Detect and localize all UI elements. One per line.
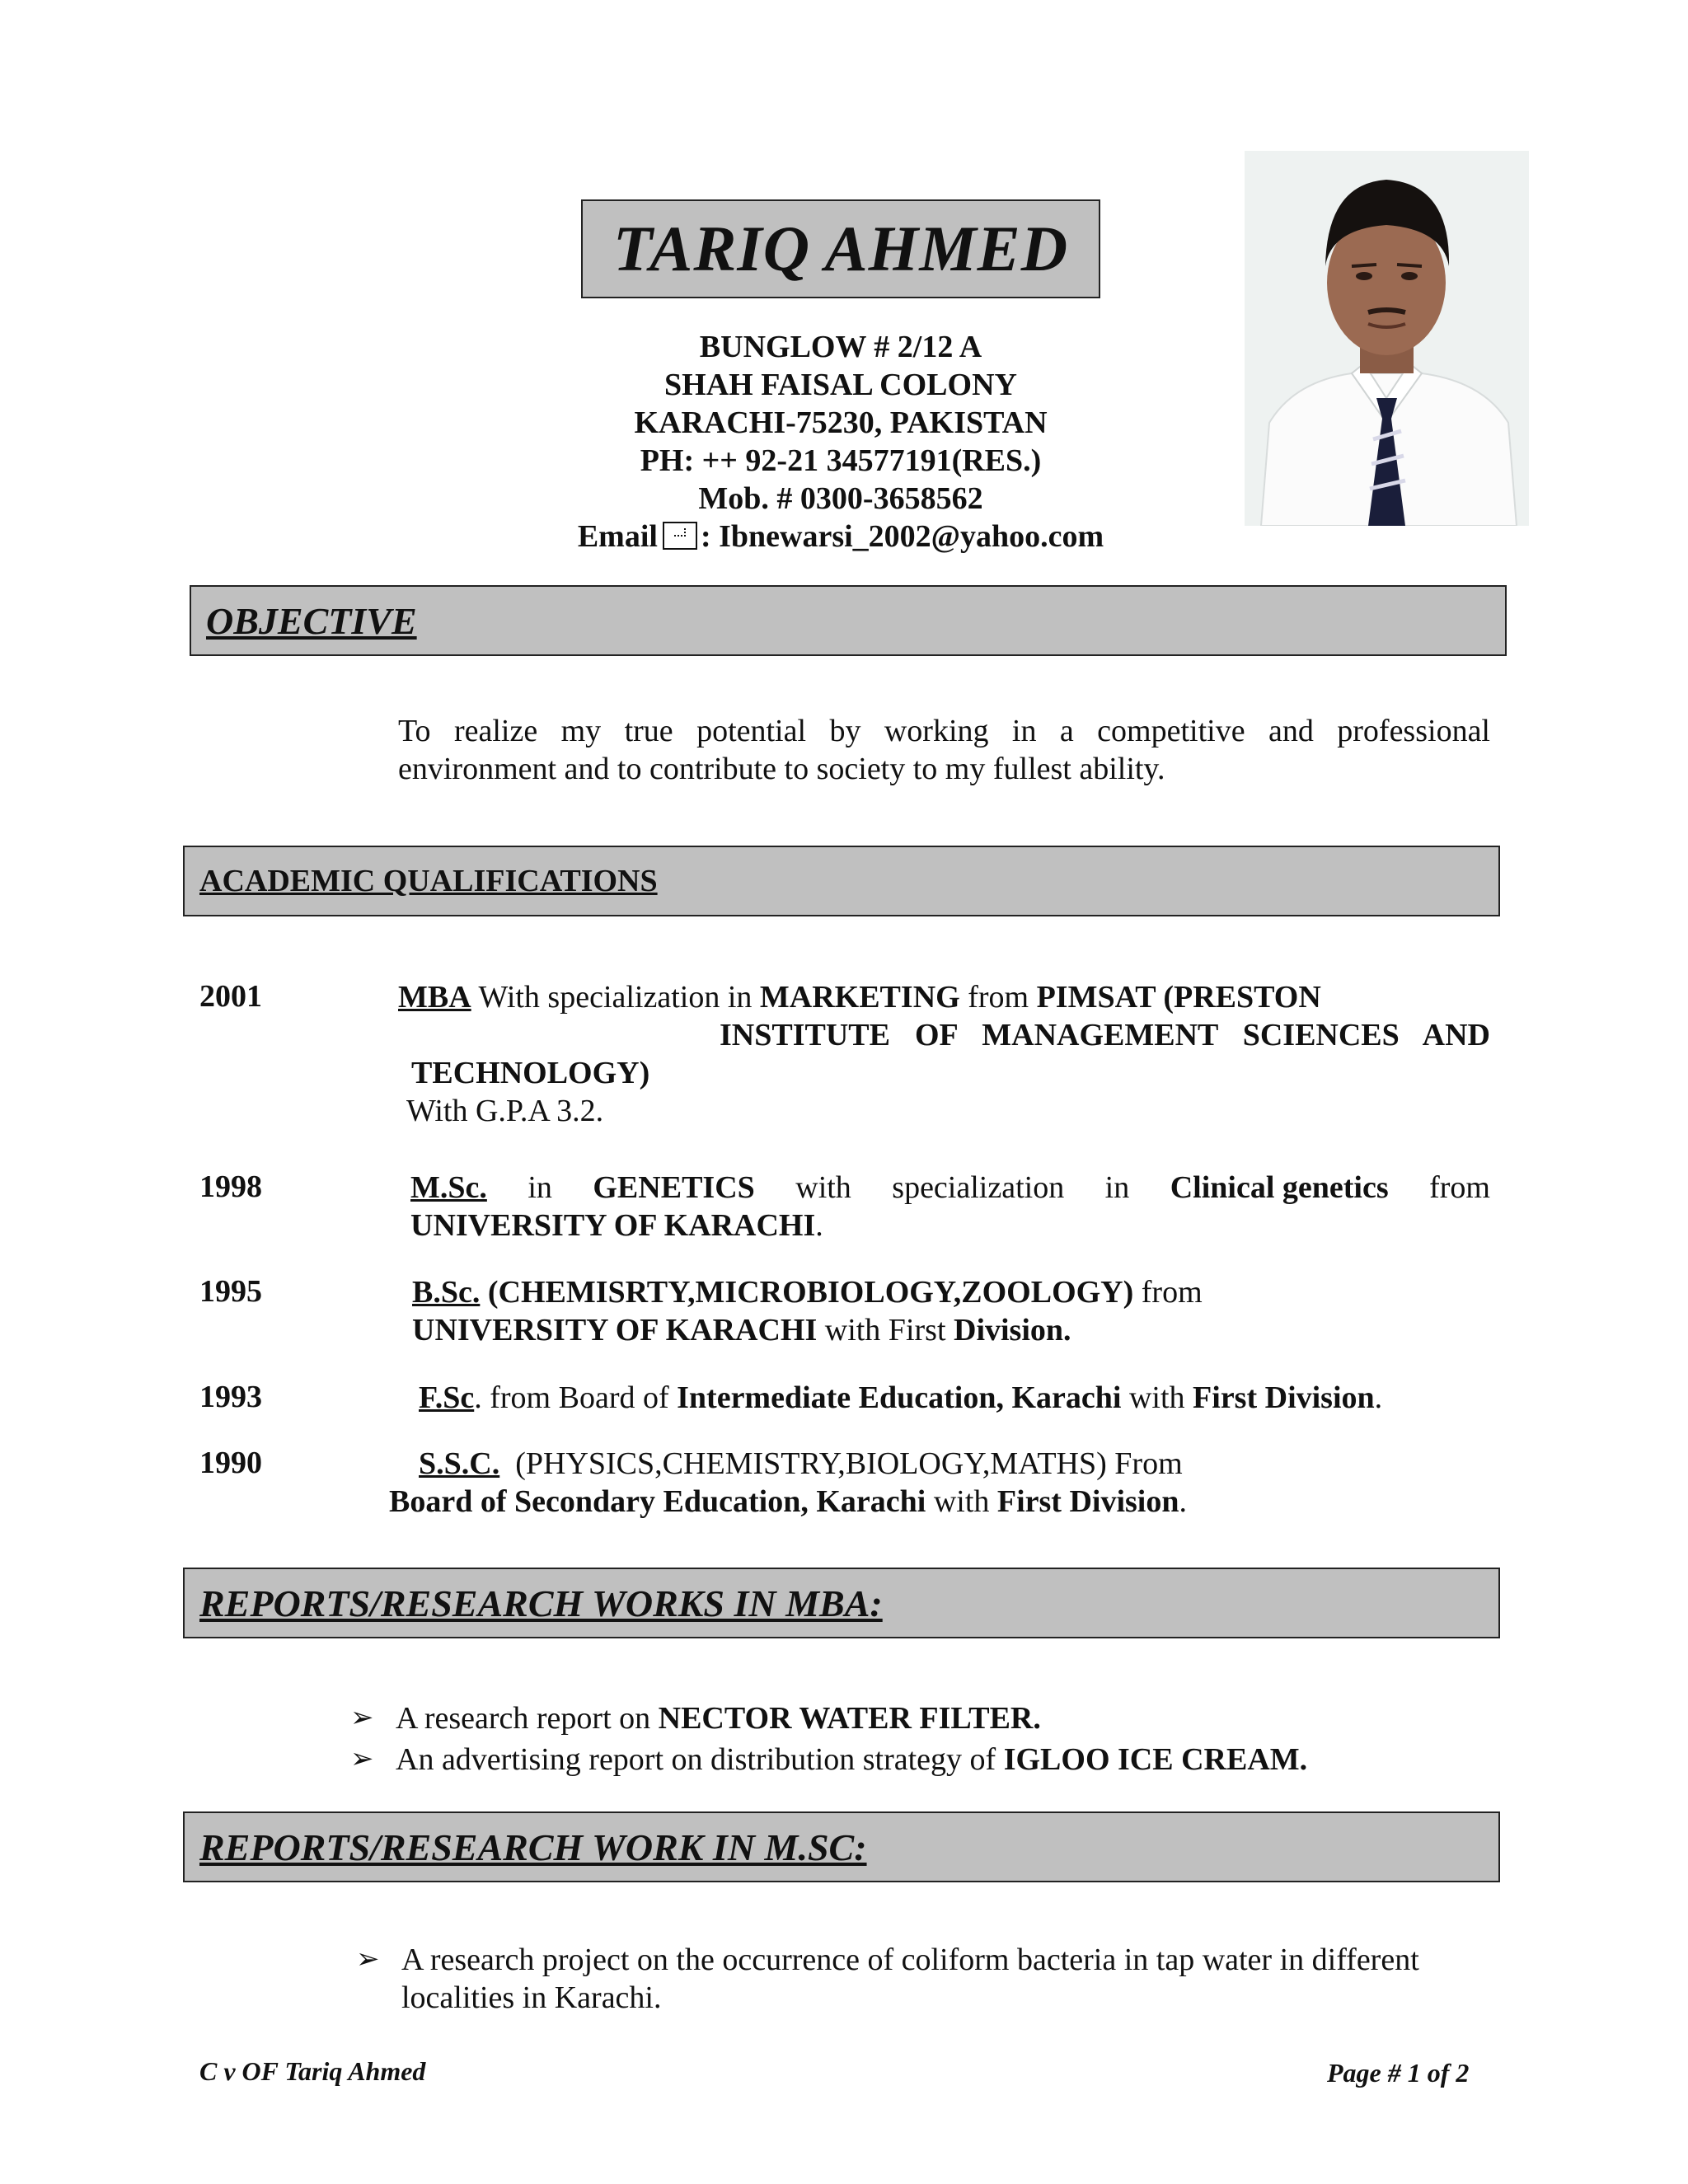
address-line: BUNGLOW # 2/12 A xyxy=(699,330,982,364)
arrowhead-bullet-icon: ➢ xyxy=(350,1703,374,1733)
phone-line: PH: ++ 92-21 34577191(RES.) xyxy=(640,443,1042,478)
bsc-degree: B.Sc. xyxy=(412,1275,481,1310)
address-line: KARACHI-75230, PAKISTAN xyxy=(634,405,1048,440)
academic-heading xyxy=(183,846,1500,916)
qualification-fsc: F.Sc. from Board of Intermediate Education, Karachi with First Division. xyxy=(419,1380,1383,1415)
page-number: Page # 1 of 2 xyxy=(1327,2058,1470,2088)
objective-line: environment and to contribute to society to my fullest ability. xyxy=(398,752,1165,786)
mba-reports-heading xyxy=(183,1568,1500,1638)
arrowhead-bullet-icon: ➢ xyxy=(350,1744,374,1774)
msc-degree: M.Sc. xyxy=(410,1170,487,1205)
candidate-name xyxy=(581,199,1100,298)
arrowhead-bullet-icon: ➢ xyxy=(356,1944,380,1975)
msc-line-2: UNIVERSITY OF KARACHI. xyxy=(410,1208,823,1243)
address-line: SHAH FAISAL COLONY xyxy=(664,368,1017,402)
qualification-ssc xyxy=(389,1445,1493,1521)
qualification-bsc xyxy=(412,1273,1492,1349)
objective-heading-text: OBJECTIVE xyxy=(206,599,417,642)
profile-photo xyxy=(1245,151,1529,526)
mba-reports-list xyxy=(350,1698,1504,1780)
fsc-degree: F.Sc xyxy=(419,1380,475,1415)
academic-heading-text: ACADEMIC QUALIFICATIONS xyxy=(199,864,658,898)
qualification-msc xyxy=(410,1169,1490,1244)
mba-line-3: TECHNOLOGY) xyxy=(411,1056,650,1090)
qualification-mba xyxy=(398,978,1490,1130)
list-item: ➢ A research report on NECTOR WATER FILTER. xyxy=(350,1698,1504,1739)
objective-heading xyxy=(190,585,1507,656)
qualification-year: 1993 xyxy=(199,1380,262,1414)
bsc-line-1: B.Sc. (CHEMISRTY,MICROBIOLOGY,ZOOLOGY) from xyxy=(412,1275,1203,1310)
candidate-name-text: TARIQ AHMED xyxy=(612,213,1069,284)
msc-reports-heading-text: REPORTS/RESEARCH WORK IN M.SC: xyxy=(199,1825,867,1868)
msc-reports-heading xyxy=(183,1811,1500,1882)
email-line xyxy=(429,518,1253,555)
msc-line-1: M.Sc. in GENETICS with specialization in Clinical genetics from xyxy=(410,1170,1490,1205)
mba-line-1: MBA With specialization in MARKETING from PIMSAT (PRESTON xyxy=(398,980,1321,1015)
qualification-year: 1998 xyxy=(199,1169,262,1204)
email-address: Ibnewarsi_2002@yahoo.com xyxy=(719,519,1104,554)
list-item: ➢ A research project on the occurrence of coliform bacteria in tap water in different localities in Karachi. xyxy=(356,1943,1419,2015)
footer-left: C v OF Tariq Ahmed xyxy=(199,2056,426,2086)
mobile-line: Mob. # 0300-3658562 xyxy=(698,481,983,516)
ssc-line-2: Board of Secondary Education, Karachi with First Division. xyxy=(389,1484,1187,1519)
mba-reports-heading-text: REPORTS/RESEARCH WORKS IN MBA: xyxy=(199,1582,883,1624)
qualification-year: 2001 xyxy=(199,979,262,1014)
bsc-line-2: UNIVERSITY OF KARACHI with First Division. xyxy=(412,1313,1071,1347)
mba-gpa: With G.P.A 3.2. xyxy=(406,1094,604,1128)
profile-photo-image xyxy=(1245,151,1529,526)
list-item: ➢ An advertising report on distribution strategy of IGLOO ICE CREAM. xyxy=(350,1739,1504,1780)
contact-block xyxy=(429,328,1253,555)
envelope-icon xyxy=(663,522,697,550)
mba-line-2: INSTITUTE OF MANAGEMENT SCIENCES AND xyxy=(720,1018,1490,1052)
ssc-degree: S.S.C. xyxy=(419,1446,500,1481)
email-label: Email xyxy=(577,519,658,554)
qualification-year: 1995 xyxy=(199,1274,262,1309)
objective-line: To realize my true potential by working in a competitive and professional xyxy=(398,714,1490,748)
mba-degree: MBA xyxy=(398,980,471,1015)
ssc-line-1: S.S.C. (PHYSICS,CHEMISTRY,BIOLOGY,MATHS) From xyxy=(419,1446,1183,1481)
email-separator: : xyxy=(700,519,711,554)
msc-reports-list xyxy=(356,1941,1510,2017)
qualification-year: 1990 xyxy=(199,1446,262,1480)
objective-text xyxy=(398,712,1490,788)
